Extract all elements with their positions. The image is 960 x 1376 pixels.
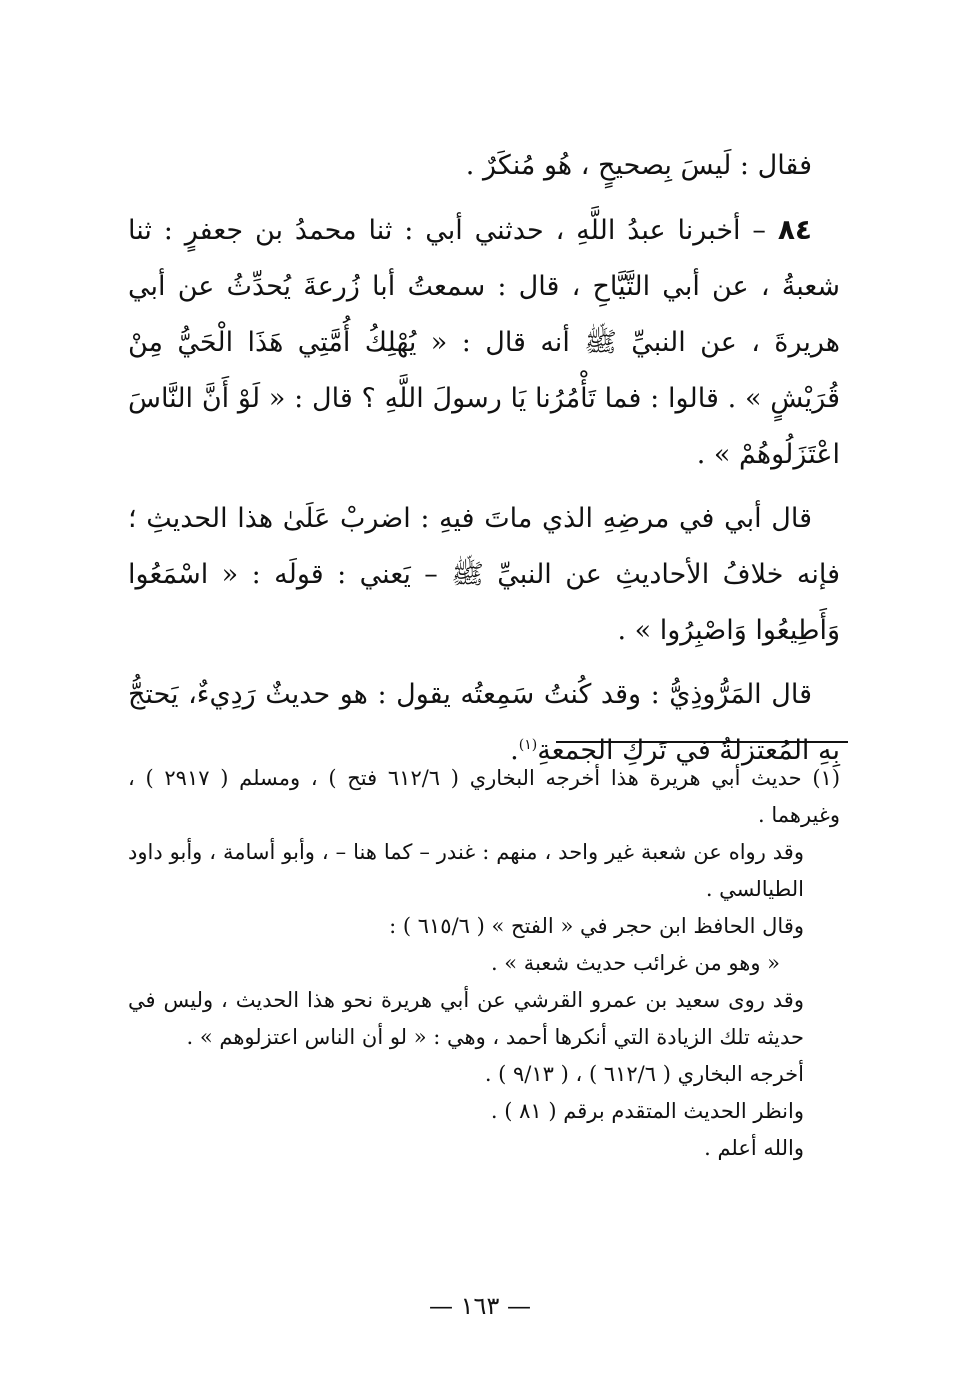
footnotes: [128, 760, 840, 1167]
footnote-separator: [556, 741, 848, 743]
footnote-line-1: (١) حديث أبي هريرة هذا أخرجه البخاري ( ٦١٢/٦ فتح ) ، ومسلم ( ٢٩١٧ ) ، وغيرهما .: [128, 766, 841, 827]
paragraph-ahmad-comment: قال أبي في مرضِهِ الذي ماتَ فيهِ : اضربْ عَلَىٰ هذا الحديثِ ؛ فإنه خلافُ الأحاديثِ عن النبيِّ ﷺ – يَعني : قولَه : « اسْمَعُوا وَأَطِيعُوا وَاصْبِرُوا » .: [128, 503, 840, 646]
footnote-line-6: أخرجه البخاري ( ٦١٢/٦ ) ، ( ٩/١٣ ) .: [484, 1062, 804, 1086]
page-number: — ١٦٣ —: [429, 1292, 531, 1320]
main-text: [128, 138, 840, 787]
footnote-line-4: « وهو من غرائب حديث شعبة » .: [490, 951, 780, 975]
footnote-line-7: وانظر الحديث المتقدم برقم ( ٨١ ) .: [490, 1099, 804, 1123]
paragraph-hadith-84: [128, 202, 840, 483]
marrudhi-end: .: [510, 735, 519, 766]
hadith-84-text: – أخبرنا عبدُ اللَّهِ ، حدثني أبي : ثنا محمدُ بن جعفرٍ : ثنا شعبةُ ، عن أبي التَّيَّاحِ ، قال : سمعتُ أبا زُرعةَ يُحدِّثُ عن أبي هريرةَ ، عن النبيِّ ﷺ أنه قال : « يُهْلِكُ أُمَّتِي هَذَا الْحَيُّ مِنْ قُرَيْشٍ » . قالوا : فما تَأْمُرُنا يَا رسولَ اللَّهِ ؟ قال : « لَوْ أَنَّ النَّاسَ اعْتَزَلُوهُمْ » .: [128, 215, 840, 470]
paragraph-ruling: فقال : لَيسَ بِصحيحٍ ، هُو مُنكَرٌ .: [465, 150, 812, 181]
footnote-ref: (١): [518, 737, 538, 753]
hadith-number: ٨٤: [777, 213, 812, 246]
marrudhi-text: قال المَرُّوذِيُّ : وقد كُنتُ سَمِعتُه يقول : هو حديثٌ رَدِيءٌ، يَحتجُّ بِهِ المُعتزلةُ في تَركِ الجمعةِ: [128, 679, 840, 766]
footnote-line-3: وقال الحافظ ابن حجر في « الفتح » ( ٦١٥/٦ ) :: [389, 914, 804, 938]
footnote-line-8: والله أعلم .: [704, 1136, 804, 1160]
footnote-line-5: وقد روى سعيد بن عمرو القرشي عن أبي هريرة نحو هذا الحديث ، وليس في حديثه تلك الزيادة التي أنكرها أحمد ، وهي : « لو أن الناس اعتزلوهم » .: [128, 988, 804, 1049]
footnote-line-2: وقد رواه عن شعبة غير واحد ، منهم : غندر – كما هنا – ، وأبو أسامة ، وأبو داود الطيالسي .: [128, 840, 804, 901]
